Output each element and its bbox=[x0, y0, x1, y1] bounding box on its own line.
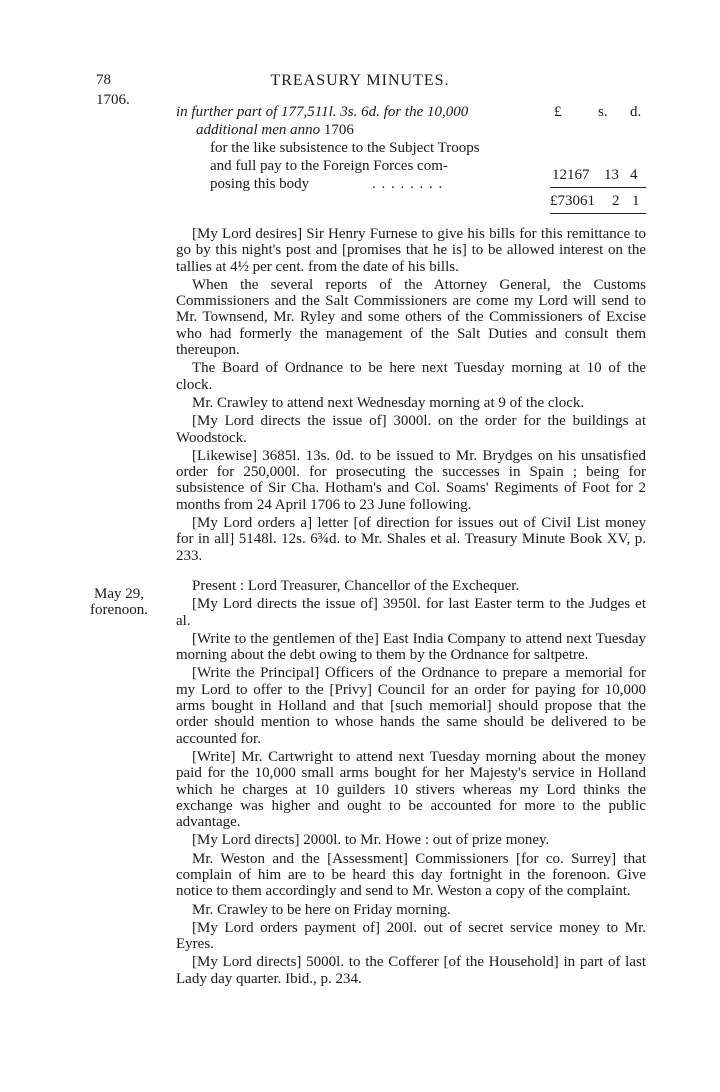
paragraph: Mr. Weston and the [Assessment] Commissioners [for co. Surrey] that complain of him are to be heard this day fortnight in the forenoon. Give notice to them accordingly and send to Mr. Weston a copy of the complaint. bbox=[176, 850, 646, 900]
margin-time: forenoon. bbox=[90, 602, 148, 618]
ledger-rule bbox=[550, 187, 646, 188]
paragraph: [My Lord directs] 2000l. to Mr. Howe : out of prize money. bbox=[192, 832, 550, 849]
minutes-body bbox=[176, 226, 646, 989]
paragraph: Present : Lord Treasurer, Chancellor of the Exchequer. bbox=[192, 577, 520, 594]
paragraph: [Likewise] 3685l. 13s. 0d. to be issued to Mr. Brydges on his unsatisfied order for 250,000l. for prosecuting the successes in Spain ; being for subsistence of Sir Cha. Hotham's and Col. Soams' Regiments of Foot for 2 months from 24 April 1706 to 23 June following. bbox=[176, 447, 646, 513]
paragraph: [Write] Mr. Cartwright to attend next Tuesday morning about the money paid for the 10,000 small arms bought for her Majesty's service in Holland which he charges at 10 guilders 10 stivers whereas my Lord thinks the exchange was higher and ought to be accounted for more to the public advantage. bbox=[176, 748, 646, 831]
paragraph: [Write to the gentlemen of the] East India Company to attend next Tuesday morning about the debt owing to them by the Ordnance for saltpetre. bbox=[176, 630, 646, 664]
amount-shillings: 13 bbox=[604, 167, 619, 183]
paragraph: [My Lord directs the issue of] 3000l. on the order for the buildings at Woodstock. bbox=[176, 413, 646, 446]
amount-pence: 4 bbox=[630, 167, 638, 183]
margin-date-note bbox=[84, 586, 154, 618]
margin-date: May 29, bbox=[94, 586, 144, 602]
ledger-line-4: and full pay to the Foreign Forces com- bbox=[210, 158, 448, 174]
paragraph: [My Lord directs the issue of] 3950l. for last Easter term to the Judges et al. bbox=[176, 596, 646, 629]
ledger-line-1: in further part of 177,511l. 3s. 6d. for the 10,000 bbox=[176, 104, 469, 120]
paragraph: The Board of Ordnance to be here next Tuesday morning at 10 of the clock. bbox=[176, 360, 646, 393]
total-shillings: 2 bbox=[612, 193, 620, 209]
ledger-leader-dots: . . . . . . . . bbox=[372, 176, 444, 192]
paragraph: [My Lord orders a] letter [of direction for issues out of Civil List money for in all] 5148l. 12s. 6¾d. to Mr. Shales et al. Treasury Minute Book XV, p. 233. bbox=[176, 515, 646, 564]
page-number: 78 bbox=[96, 72, 111, 88]
amount-pounds: 12167 bbox=[552, 167, 590, 183]
running-title: TREASURY MINUTES. bbox=[270, 72, 450, 89]
paragraph: [Write the Principal] Officers of the Ordnance to prepare a memorial for my Lord to offer to the [Privy] Council for an order for paying for 10,000 arms bought in Holland and that [such memorial] should propose that the order should mention to whose hands the same should be delivered to be accounted for. bbox=[176, 665, 646, 747]
paragraph: Mr. Crawley to attend next Wednesday morning at 9 of the clock. bbox=[192, 394, 585, 411]
ledger-total-rule bbox=[550, 213, 646, 214]
ledger-line-2-year: 1706 bbox=[323, 122, 354, 138]
pounds-head: £ bbox=[554, 104, 562, 120]
paragraph: [My Lord orders payment of] 200l. out of secret service money to Mr. Eyres. bbox=[176, 919, 646, 953]
ledger-line-3: for the like subsistence to the Subject Troops bbox=[210, 140, 480, 156]
shillings-head: s. bbox=[598, 104, 608, 120]
paragraph: [My Lord desires] Sir Henry Furnese to give his bills for this remittance to go by this night's post and [promises that he is] to be allowed interest on the tallies at 4½ per cent. from the date of his bills. bbox=[176, 226, 646, 275]
paragraph: [My Lord directs] 5000l. to the Cofferer [of the Household] in part of last Lady day quarter. Ibid., p. 234. bbox=[176, 954, 646, 987]
total-pence: 1 bbox=[632, 193, 640, 209]
year-marker: 1706. bbox=[96, 92, 130, 108]
ledger-line-5: posing this body bbox=[210, 176, 310, 192]
paragraph: When the several reports of the Attorney General, the Customs Commissioners and the Salt Commissioners are come my Lord will send to Mr. Townsend, Mr. Ryley and some others of the Commissioners of Excise who had formerly the management of the Salt Duties and consult them thereupon. bbox=[176, 276, 646, 359]
ledger-line-2: additional men anno bbox=[196, 122, 321, 138]
pence-head: d. bbox=[630, 104, 642, 120]
total-pounds: £73061 bbox=[550, 193, 595, 209]
paragraph: Mr. Crawley to be here on Friday morning. bbox=[192, 901, 451, 918]
ledger-block bbox=[176, 103, 646, 209]
